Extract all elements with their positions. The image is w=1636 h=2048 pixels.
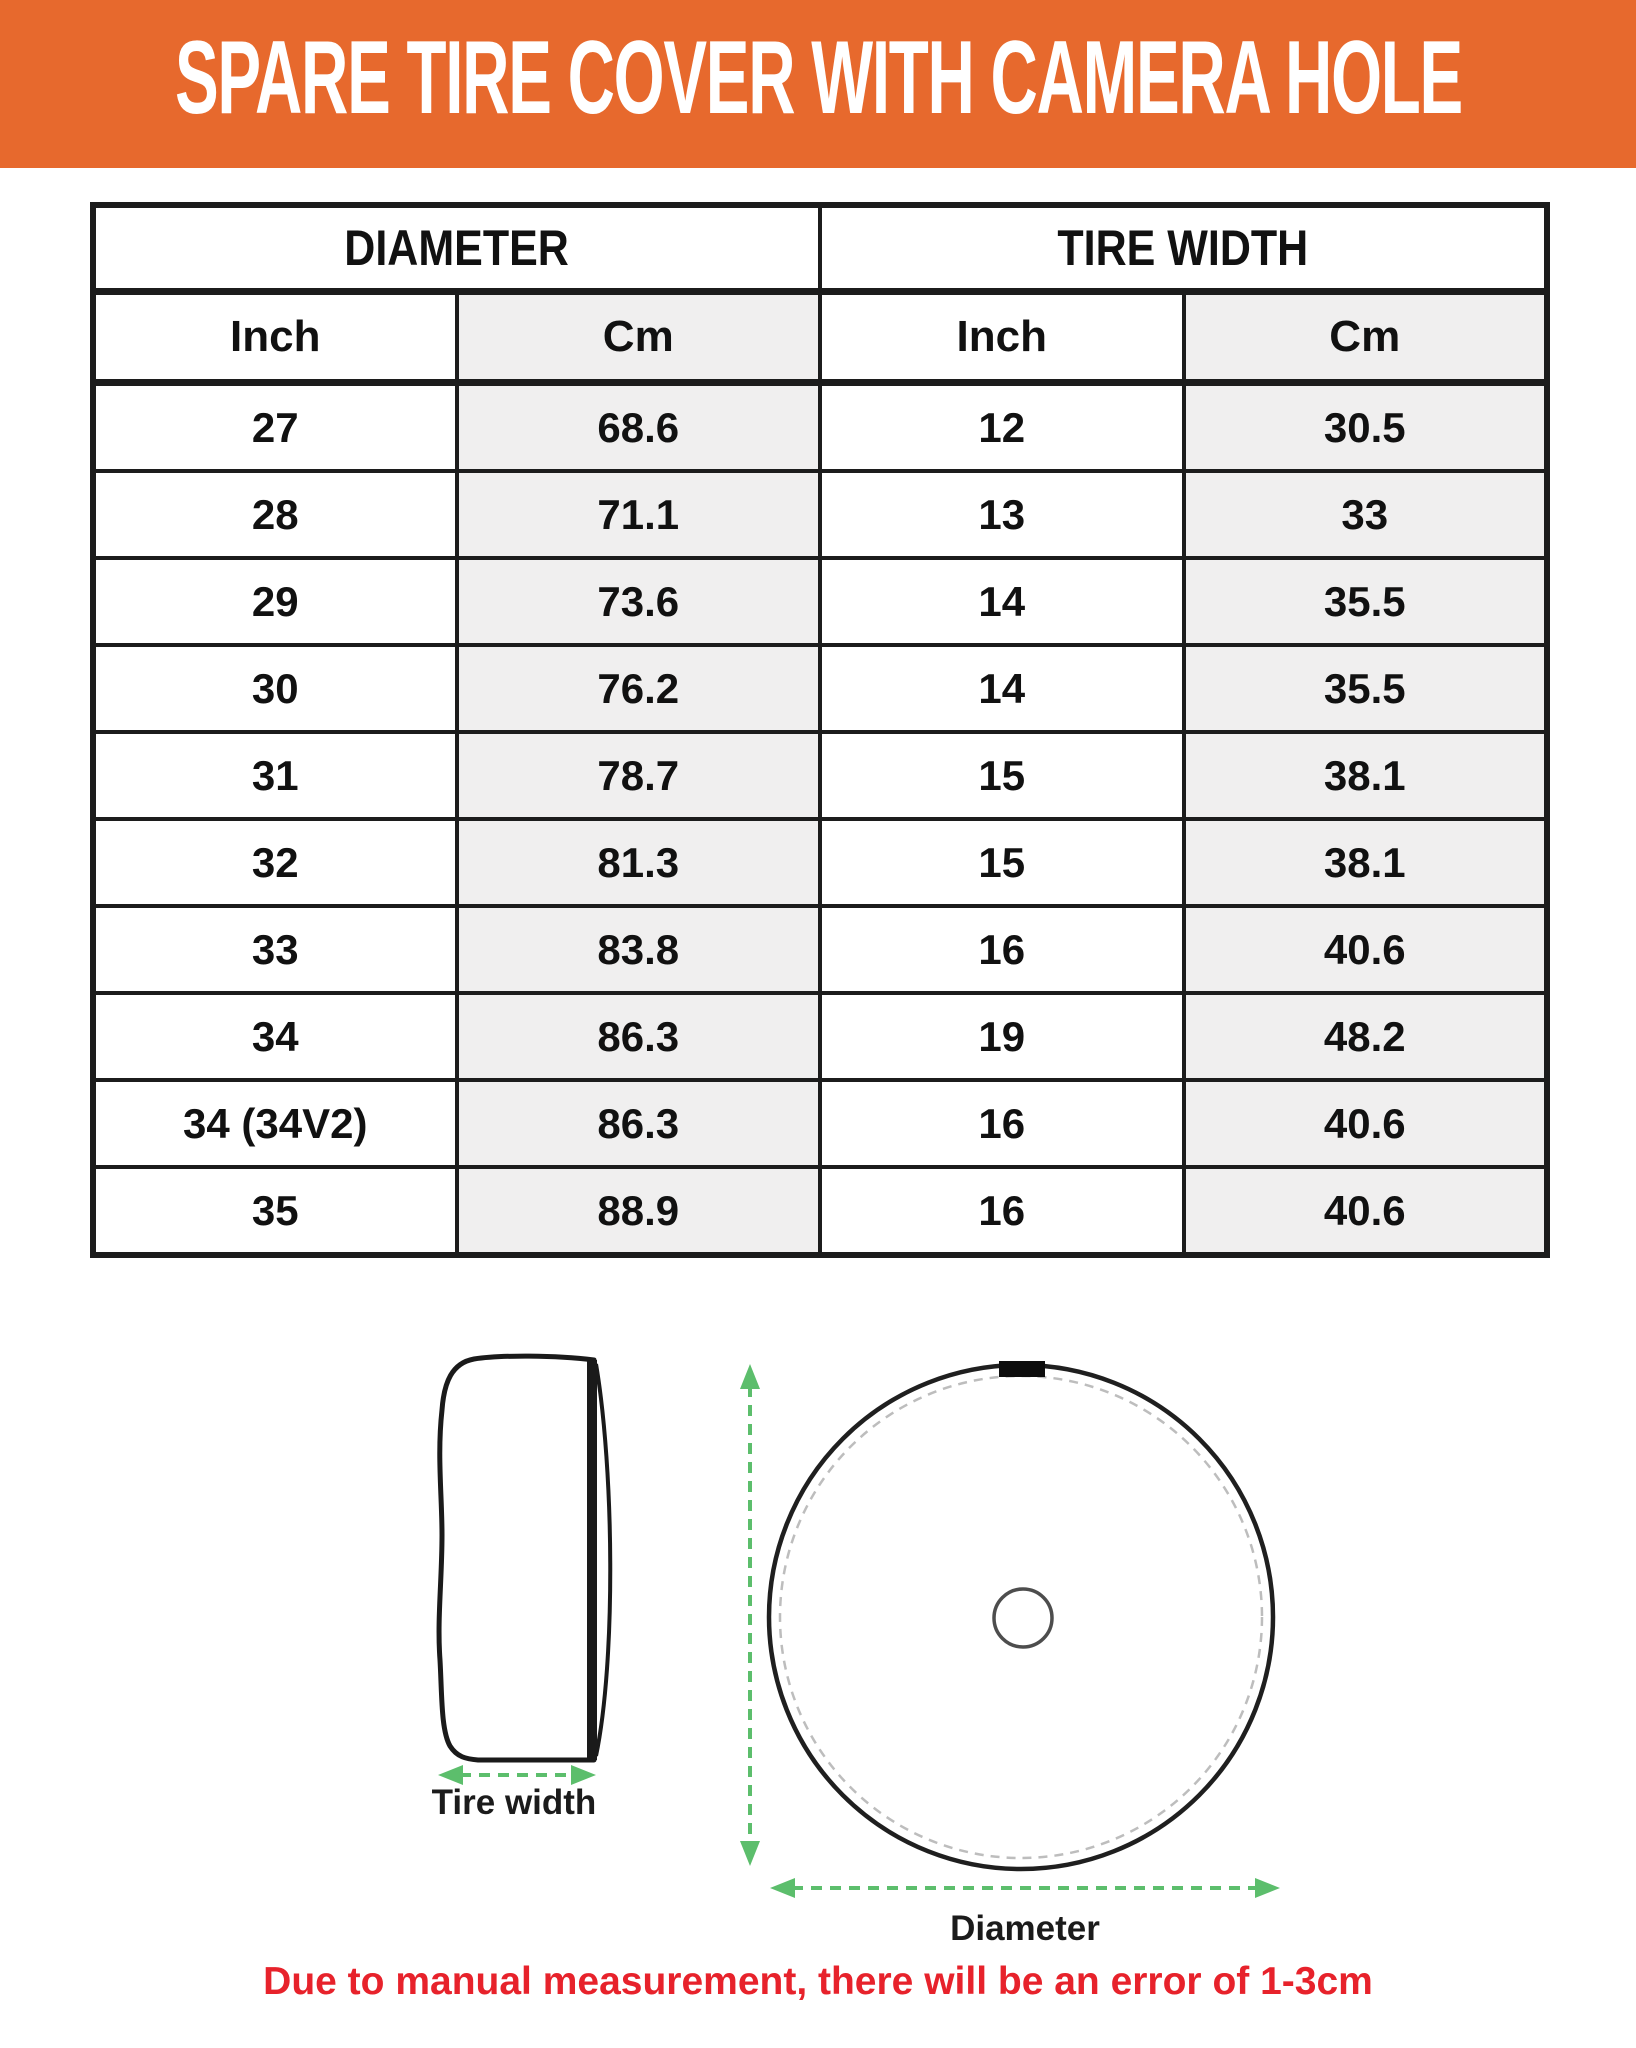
table-cell: 15 — [820, 819, 1184, 906]
table-cell: 48.2 — [1184, 993, 1548, 1080]
column-header-cm-diameter: Cm — [457, 292, 821, 383]
table-cell: 34 (34V2) — [93, 1080, 457, 1167]
header-banner — [0, 0, 1636, 168]
section-header-diameter: DIAMETER — [93, 205, 820, 292]
table-cell: 19 — [820, 993, 1184, 1080]
table-cell: 16 — [820, 906, 1184, 993]
tire-width-label: Tire width — [431, 1783, 597, 1822]
table-row — [93, 906, 1547, 993]
table-row — [93, 732, 1547, 819]
diameter-vertical-arrowhead-top — [740, 1364, 760, 1389]
tire-width-arrowhead-left — [438, 1765, 463, 1785]
column-header-row — [93, 292, 1547, 383]
table-cell: 33 — [1184, 471, 1548, 558]
table-row — [93, 558, 1547, 645]
table-row — [93, 383, 1547, 472]
table-cell: 16 — [820, 1167, 1184, 1255]
table-cell: 30.5 — [1184, 383, 1548, 472]
size-table-body — [93, 383, 1547, 1256]
table-cell: 81.3 — [457, 819, 821, 906]
tire-side-outline — [439, 1356, 594, 1760]
table-cell: 38.1 — [1184, 819, 1548, 906]
table-cell: 16 — [820, 1080, 1184, 1167]
column-header-inch-width: Inch — [820, 292, 1184, 383]
table-cell: 33 — [93, 906, 457, 993]
table-row — [93, 471, 1547, 558]
table-cell: 35.5 — [1184, 558, 1548, 645]
table-row — [93, 645, 1547, 732]
diameter-arrowhead-right — [1255, 1878, 1280, 1898]
table-cell: 13 — [820, 471, 1184, 558]
table-cell: 83.8 — [457, 906, 821, 993]
diameter-arrow — [770, 1878, 1280, 1898]
table-cell: 35 — [93, 1167, 457, 1255]
size-table — [90, 202, 1550, 1258]
table-cell: 35.5 — [1184, 645, 1548, 732]
tire-width-arrowhead-right — [571, 1765, 596, 1785]
tire-side-view — [439, 1356, 610, 1760]
table-cell: 38.1 — [1184, 732, 1548, 819]
table-cell: 78.7 — [457, 732, 821, 819]
table-cell: 14 — [820, 645, 1184, 732]
table-cell: 40.6 — [1184, 1080, 1548, 1167]
table-cell: 34 — [93, 993, 457, 1080]
diameter-label: Diameter — [950, 1909, 1100, 1948]
section-header-row — [93, 205, 1547, 292]
table-cell: 32 — [93, 819, 457, 906]
table-row — [93, 819, 1547, 906]
diagram-canvas — [0, 1330, 1636, 1970]
table-cell: 30 — [93, 645, 457, 732]
column-header-inch-diameter: Inch — [93, 292, 457, 383]
table-row — [93, 1080, 1547, 1167]
table-cell: 88.9 — [457, 1167, 821, 1255]
column-header-cm-width: Cm — [1184, 292, 1548, 383]
table-row — [93, 1167, 1547, 1255]
top-marker — [999, 1361, 1045, 1377]
table-cell: 40.6 — [1184, 1167, 1548, 1255]
tire-width-arrow — [438, 1765, 596, 1785]
tire-front-view — [769, 1361, 1273, 1869]
section-header-tire-width: TIRE WIDTH — [820, 205, 1547, 292]
table-cell: 14 — [820, 558, 1184, 645]
diameter-arrowhead-left — [770, 1878, 795, 1898]
table-cell: 86.3 — [457, 993, 821, 1080]
tire-side-bulge — [596, 1364, 610, 1756]
table-cell: 76.2 — [457, 645, 821, 732]
table-cell: 73.6 — [457, 558, 821, 645]
table-cell: 68.6 — [457, 383, 821, 472]
table-cell: 86.3 — [457, 1080, 821, 1167]
table-row — [93, 993, 1547, 1080]
measurement-note: Due to manual measurement, there will be an error of 1-3cm — [263, 1960, 1373, 2003]
camera-hole — [994, 1589, 1052, 1647]
table-cell: 28 — [93, 471, 457, 558]
table-cell: 31 — [93, 732, 457, 819]
table-cell: 40.6 — [1184, 906, 1548, 993]
size-table-head — [93, 205, 1547, 383]
table-cell: 71.1 — [457, 471, 821, 558]
table-cell: 29 — [93, 558, 457, 645]
diameter-vertical-arrow — [740, 1364, 760, 1866]
table-cell: 27 — [93, 383, 457, 472]
page-title: SPARE TIRE COVER WITH CAMERA HOLE — [174, 20, 1462, 136]
table-cell: 12 — [820, 383, 1184, 472]
diameter-vertical-arrowhead-bottom — [740, 1841, 760, 1866]
table-cell: 15 — [820, 732, 1184, 819]
